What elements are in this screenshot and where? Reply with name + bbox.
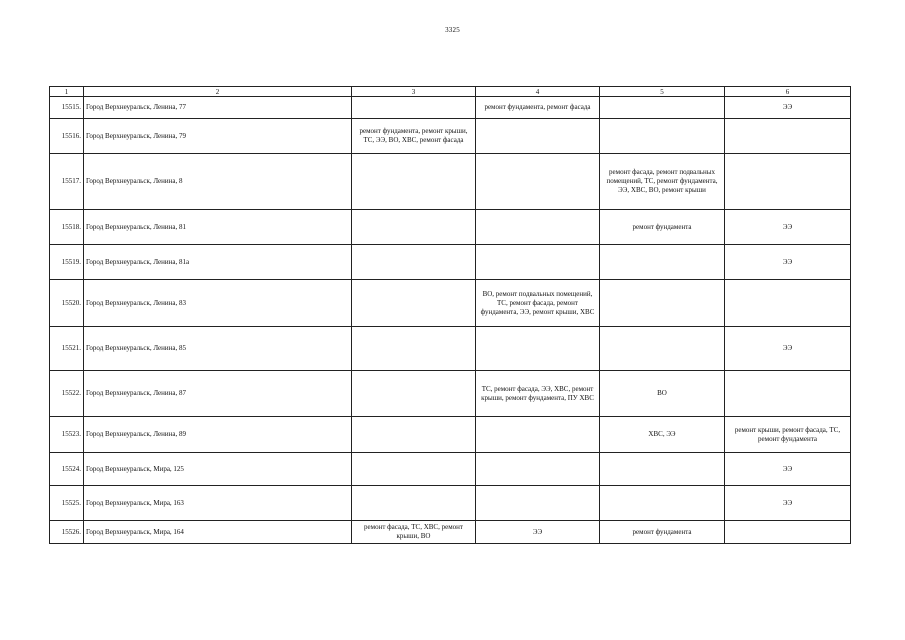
row-number: 15519. bbox=[50, 245, 84, 280]
works-cell-col3 bbox=[352, 97, 476, 119]
works-cell-col3 bbox=[352, 453, 476, 486]
table-row bbox=[50, 154, 851, 210]
works-cell-col5: ХВС, ЭЭ bbox=[600, 417, 725, 453]
works-cell-col6: ремонт крыши, ремонт фасада, ТС, ремонт фундамента bbox=[725, 417, 851, 453]
address-cell: Город Верхнеуральск, Ленина, 81а bbox=[84, 245, 352, 280]
works-cell-col6 bbox=[725, 154, 851, 210]
works-cell-col6 bbox=[725, 371, 851, 417]
works-cell-col4: ВО, ремонт подвальных помещений, ТС, ремонт фасада, ремонт фундамента, ЭЭ, ремонт крыши, ХВС bbox=[476, 280, 600, 327]
table-row bbox=[50, 417, 851, 453]
works-cell-col4 bbox=[476, 417, 600, 453]
works-cell-col3: ремонт фундамента, ремонт крыши, ТС, ЭЭ, ВО, ХВС, ремонт фасада bbox=[352, 119, 476, 154]
works-cell-col5: ремонт фасада, ремонт подвальных помещений, ТС, ремонт фундамента, ЭЭ, ХВС, ВО, ремонт крыши bbox=[600, 154, 725, 210]
address-cell: Город Верхнеуральск, Ленина, 85 bbox=[84, 327, 352, 371]
works-cell-col4 bbox=[476, 119, 600, 154]
works-cell-col4 bbox=[476, 245, 600, 280]
works-cell-col5: ВО bbox=[600, 371, 725, 417]
works-cell-col3: ремонт фасада, ТС, ХВС, ремонт крыши, ВО bbox=[352, 521, 476, 544]
works-cell-col6 bbox=[725, 119, 851, 154]
row-number: 15518. bbox=[50, 210, 84, 245]
table-row bbox=[50, 453, 851, 486]
table-header-row bbox=[50, 87, 851, 97]
works-cell-col5 bbox=[600, 245, 725, 280]
row-number: 15525. bbox=[50, 486, 84, 521]
works-cell-col4 bbox=[476, 154, 600, 210]
works-cell-col4 bbox=[476, 327, 600, 371]
table-row bbox=[50, 97, 851, 119]
works-cell-col4 bbox=[476, 486, 600, 521]
row-number: 15515. bbox=[50, 97, 84, 119]
row-number: 15521. bbox=[50, 327, 84, 371]
row-number: 15526. bbox=[50, 521, 84, 544]
column-header: 1 bbox=[50, 87, 84, 97]
column-header: 2 bbox=[84, 87, 352, 97]
row-number: 15520. bbox=[50, 280, 84, 327]
row-number: 15523. bbox=[50, 417, 84, 453]
works-cell-col6 bbox=[725, 280, 851, 327]
works-cell-col6: ЭЭ bbox=[725, 210, 851, 245]
column-header: 6 bbox=[725, 87, 851, 97]
address-cell: Город Верхнеуральск, Мира, 163 bbox=[84, 486, 352, 521]
address-cell: Город Верхнеуральск, Ленина, 8 bbox=[84, 154, 352, 210]
works-cell-col4: ремонт фундамента, ремонт фасада bbox=[476, 97, 600, 119]
table-row bbox=[50, 210, 851, 245]
works-cell-col4 bbox=[476, 210, 600, 245]
address-cell: Город Верхнеуральск, Ленина, 81 bbox=[84, 210, 352, 245]
address-cell: Город Верхнеуральск, Ленина, 77 bbox=[84, 97, 352, 119]
housing-repair-table bbox=[49, 86, 851, 544]
works-cell-col5 bbox=[600, 327, 725, 371]
works-cell-col6: ЭЭ bbox=[725, 327, 851, 371]
works-cell-col5 bbox=[600, 97, 725, 119]
page-number: 3325 bbox=[445, 26, 460, 34]
works-cell-col3 bbox=[352, 371, 476, 417]
works-cell-col3 bbox=[352, 486, 476, 521]
works-cell-col3 bbox=[352, 280, 476, 327]
works-cell-col3 bbox=[352, 210, 476, 245]
column-header: 3 bbox=[352, 87, 476, 97]
address-cell: Город Верхнеуральск, Ленина, 83 bbox=[84, 280, 352, 327]
table-row bbox=[50, 119, 851, 154]
table-row bbox=[50, 327, 851, 371]
address-cell: Город Верхнеуральск, Ленина, 87 bbox=[84, 371, 352, 417]
works-cell-col6 bbox=[725, 521, 851, 544]
works-cell-col3 bbox=[352, 417, 476, 453]
column-header: 4 bbox=[476, 87, 600, 97]
works-cell-col3 bbox=[352, 245, 476, 280]
table-row bbox=[50, 245, 851, 280]
works-cell-col6: ЭЭ bbox=[725, 97, 851, 119]
works-cell-col4: ЭЭ bbox=[476, 521, 600, 544]
address-cell: Город Верхнеуральск, Ленина, 79 bbox=[84, 119, 352, 154]
works-cell-col4: ТС, ремонт фасада, ЭЭ, ХВС, ремонт крыши, ремонт фундамента, ПУ ХВС bbox=[476, 371, 600, 417]
works-cell-col5 bbox=[600, 119, 725, 154]
row-number: 15524. bbox=[50, 453, 84, 486]
works-cell-col4 bbox=[476, 453, 600, 486]
column-header: 5 bbox=[600, 87, 725, 97]
row-number: 15522. bbox=[50, 371, 84, 417]
row-number: 15517. bbox=[50, 154, 84, 210]
table-row bbox=[50, 486, 851, 521]
table-row bbox=[50, 521, 851, 544]
table-row bbox=[50, 371, 851, 417]
works-cell-col6: ЭЭ bbox=[725, 245, 851, 280]
works-cell-col3 bbox=[352, 154, 476, 210]
works-cell-col5 bbox=[600, 453, 725, 486]
works-cell-col6: ЭЭ bbox=[725, 486, 851, 521]
works-cell-col5 bbox=[600, 280, 725, 327]
works-cell-col6: ЭЭ bbox=[725, 453, 851, 486]
row-number: 15516. bbox=[50, 119, 84, 154]
works-cell-col5 bbox=[600, 486, 725, 521]
address-cell: Город Верхнеуральск, Ленина, 89 bbox=[84, 417, 352, 453]
works-cell-col5: ремонт фундамента bbox=[600, 210, 725, 245]
works-cell-col5: ремонт фундамента bbox=[600, 521, 725, 544]
address-cell: Город Верхнеуральск, Мира, 125 bbox=[84, 453, 352, 486]
works-cell-col3 bbox=[352, 327, 476, 371]
address-cell: Город Верхнеуральск, Мира, 164 bbox=[84, 521, 352, 544]
table-row bbox=[50, 280, 851, 327]
